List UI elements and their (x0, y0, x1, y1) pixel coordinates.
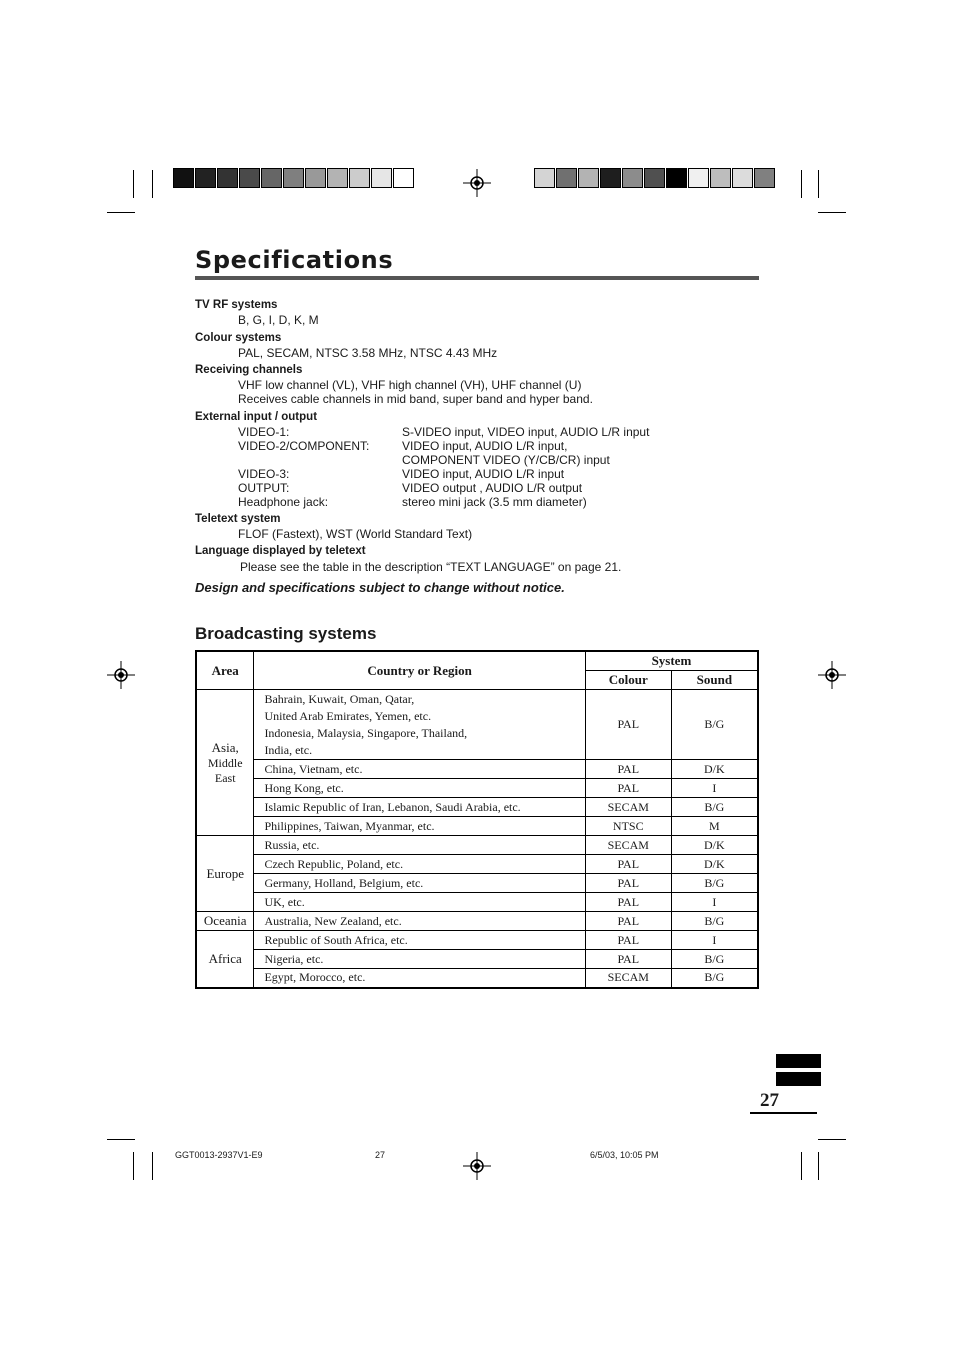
sound-cell: I (671, 893, 758, 912)
color-swatch (578, 168, 599, 188)
io-name: VIDEO-3: (238, 467, 290, 481)
header-country: Country or Region (254, 651, 585, 690)
crop-mark (133, 170, 134, 198)
color-swatch (710, 168, 731, 188)
color-swatch (261, 168, 282, 188)
io-value: VIDEO input, AUDIO L/R input (402, 467, 565, 481)
table-row (196, 912, 758, 931)
sound-cell: I (671, 931, 758, 950)
spec-heading-teletext: Teletext system (195, 513, 281, 525)
country-cell: Germany, Holland, Belgium, etc. (254, 874, 585, 893)
spec-heading-language: Language displayed by teletext (195, 545, 366, 557)
color-swatch (732, 168, 753, 188)
header-colour: Colour (585, 671, 671, 690)
country-cell: Republic of South Africa, etc. (254, 931, 585, 950)
change-notice: Design and specifications subject to change without notice. (195, 580, 565, 595)
page-title: Specifications (195, 246, 394, 274)
io-name: OUTPUT: (238, 481, 290, 495)
color-swatch (622, 168, 643, 188)
color-swatch (305, 168, 326, 188)
colour-cell: SECAM (585, 836, 671, 855)
spec-heading-receiving: Receiving channels (195, 364, 303, 376)
colour-cell: PAL (585, 874, 671, 893)
color-swatch (349, 168, 370, 188)
spec-value-receiving-2: Receives cable channels in mid band, super band and hyper band. (238, 392, 593, 406)
broadcasting-table (195, 650, 759, 989)
footer-date: 6/5/03, 10:05 PM (590, 1150, 659, 1160)
io-value: VIDEO output , AUDIO L/R output (402, 481, 583, 495)
table-row (196, 893, 758, 912)
registration-mark-icon (818, 661, 846, 689)
country-cell: Egypt, Morocco, etc. (254, 969, 585, 988)
country-cell: Czech Republic, Poland, etc. (254, 855, 585, 874)
country-cell: Nigeria, etc. (254, 950, 585, 969)
crop-mark (818, 1152, 819, 1180)
spec-value-receiving-1: VHF low channel (VL), VHF high channel (VH), UHF channel (U) (238, 378, 582, 392)
io-value: stereo mini jack (3.5 mm diameter) (402, 495, 587, 509)
colour-cell: PAL (585, 912, 671, 931)
color-swatch (283, 168, 304, 188)
colour-cell: PAL (585, 760, 671, 779)
color-swatch (688, 168, 709, 188)
crop-mark (107, 1139, 135, 1140)
header-area: Area (196, 651, 254, 690)
spec-value-language: Please see the table in the description “TEXT LANGUAGE” on page 21. (240, 560, 622, 574)
footer-page: 27 (375, 1150, 386, 1160)
color-swatch (217, 168, 238, 188)
table-row (196, 779, 758, 798)
colour-cell: NTSC (585, 817, 671, 836)
crop-mark (818, 170, 819, 198)
country-cell: China, Vietnam, etc. (254, 760, 585, 779)
color-swatch (556, 168, 577, 188)
sound-cell: B/G (671, 874, 758, 893)
colour-cell: PAL (585, 779, 671, 798)
page-number: 27 (760, 1090, 779, 1111)
colour-cell: SECAM (585, 969, 671, 988)
header-sound: Sound (671, 671, 758, 690)
color-swatch (173, 168, 194, 188)
colour-cell: PAL (585, 950, 671, 969)
crop-mark (107, 212, 135, 213)
registration-mark-icon (463, 1152, 491, 1180)
sound-cell: B/G (671, 969, 758, 988)
crop-mark (818, 1139, 846, 1140)
color-swatch (600, 168, 621, 188)
area-asia: Asia, Middle East (196, 690, 254, 836)
crop-mark (801, 1152, 802, 1180)
area-oceania: Oceania (196, 912, 254, 931)
area-europe: Europe (196, 836, 254, 912)
color-swatch (393, 168, 414, 188)
sound-cell: B/G (671, 950, 758, 969)
io-name: VIDEO-1: (238, 425, 290, 439)
page-tab-marker (776, 1072, 821, 1086)
sound-cell: B/G (671, 798, 758, 817)
country-cell: Hong Kong, etc. (254, 779, 585, 798)
spec-heading-colour: Colour systems (195, 332, 282, 344)
table-row (196, 798, 758, 817)
table-row (196, 690, 758, 760)
sound-cell: M (671, 817, 758, 836)
header-system: System (585, 651, 758, 671)
table-row (196, 817, 758, 836)
crop-mark (152, 1152, 153, 1180)
io-value: VIDEO input, AUDIO L/R input, (402, 439, 568, 453)
footer-code: GGT0013-2937V1-E9 (175, 1150, 263, 1160)
spec-heading-tv-rf: TV RF systems (195, 299, 278, 311)
sound-cell: D/K (671, 836, 758, 855)
color-calibration-bar (534, 168, 776, 190)
section-title: Broadcasting systems (195, 624, 377, 643)
spec-value-teletext: FLOF (Fastext), WST (World Standard Text) (238, 527, 473, 541)
crop-mark (818, 212, 846, 213)
io-value: COMPONENT VIDEO (Y/CB/CR) input (402, 453, 610, 467)
spec-value-tv-rf: B, G, I, D, K, M (238, 313, 319, 327)
color-swatch (754, 168, 775, 188)
spec-value-colour: PAL, SECAM, NTSC 3.58 MHz, NTSC 4.43 MHz (238, 346, 498, 360)
area-africa: Africa (196, 931, 254, 988)
sound-cell: B/G (671, 690, 758, 760)
table-row (196, 836, 758, 855)
color-swatch (534, 168, 555, 188)
io-value: S-VIDEO input, VIDEO input, AUDIO L/R input (402, 425, 650, 439)
color-swatch (327, 168, 348, 188)
color-swatch (371, 168, 392, 188)
sound-cell: I (671, 779, 758, 798)
table-row (196, 931, 758, 950)
color-swatch (239, 168, 260, 188)
crop-mark (152, 170, 153, 198)
table-row (196, 969, 758, 988)
page-tab-marker (776, 1054, 821, 1068)
crop-mark (801, 170, 802, 198)
table-row (196, 760, 758, 779)
io-name: VIDEO-2/COMPONENT: (238, 439, 370, 453)
registration-mark-icon (107, 661, 135, 689)
country-cell: Philippines, Taiwan, Myanmar, etc. (254, 817, 585, 836)
sound-cell: D/K (671, 855, 758, 874)
country-cell: Bahrain, Kuwait, Oman, Qatar, United Arab Emirates, Yemen, etc. Indonesia, Malaysia, Singapore, Thailand, India, etc. (254, 690, 585, 760)
table-row (196, 950, 758, 969)
title-underline (195, 276, 759, 280)
crop-mark (133, 1152, 134, 1180)
sound-cell: B/G (671, 912, 758, 931)
country-cell: UK, etc. (254, 893, 585, 912)
io-name: Headphone jack: (238, 495, 329, 509)
colour-cell: PAL (585, 893, 671, 912)
color-swatch (195, 168, 216, 188)
sound-cell: D/K (671, 760, 758, 779)
colour-cell: PAL (585, 855, 671, 874)
country-cell: Australia, New Zealand, etc. (254, 912, 585, 931)
color-calibration-bar (173, 168, 415, 190)
color-swatch (666, 168, 687, 188)
color-swatch (644, 168, 665, 188)
table-row (196, 874, 758, 893)
table-row (196, 855, 758, 874)
spec-heading-external: External input / output (195, 411, 318, 423)
country-cell: Russia, etc. (254, 836, 585, 855)
colour-cell: SECAM (585, 798, 671, 817)
colour-cell: PAL (585, 690, 671, 760)
country-cell: Islamic Republic of Iran, Lebanon, Saudi Arabia, etc. (254, 798, 585, 817)
registration-mark-icon (463, 169, 491, 197)
colour-cell: PAL (585, 931, 671, 950)
page-number-rule (750, 1112, 817, 1114)
